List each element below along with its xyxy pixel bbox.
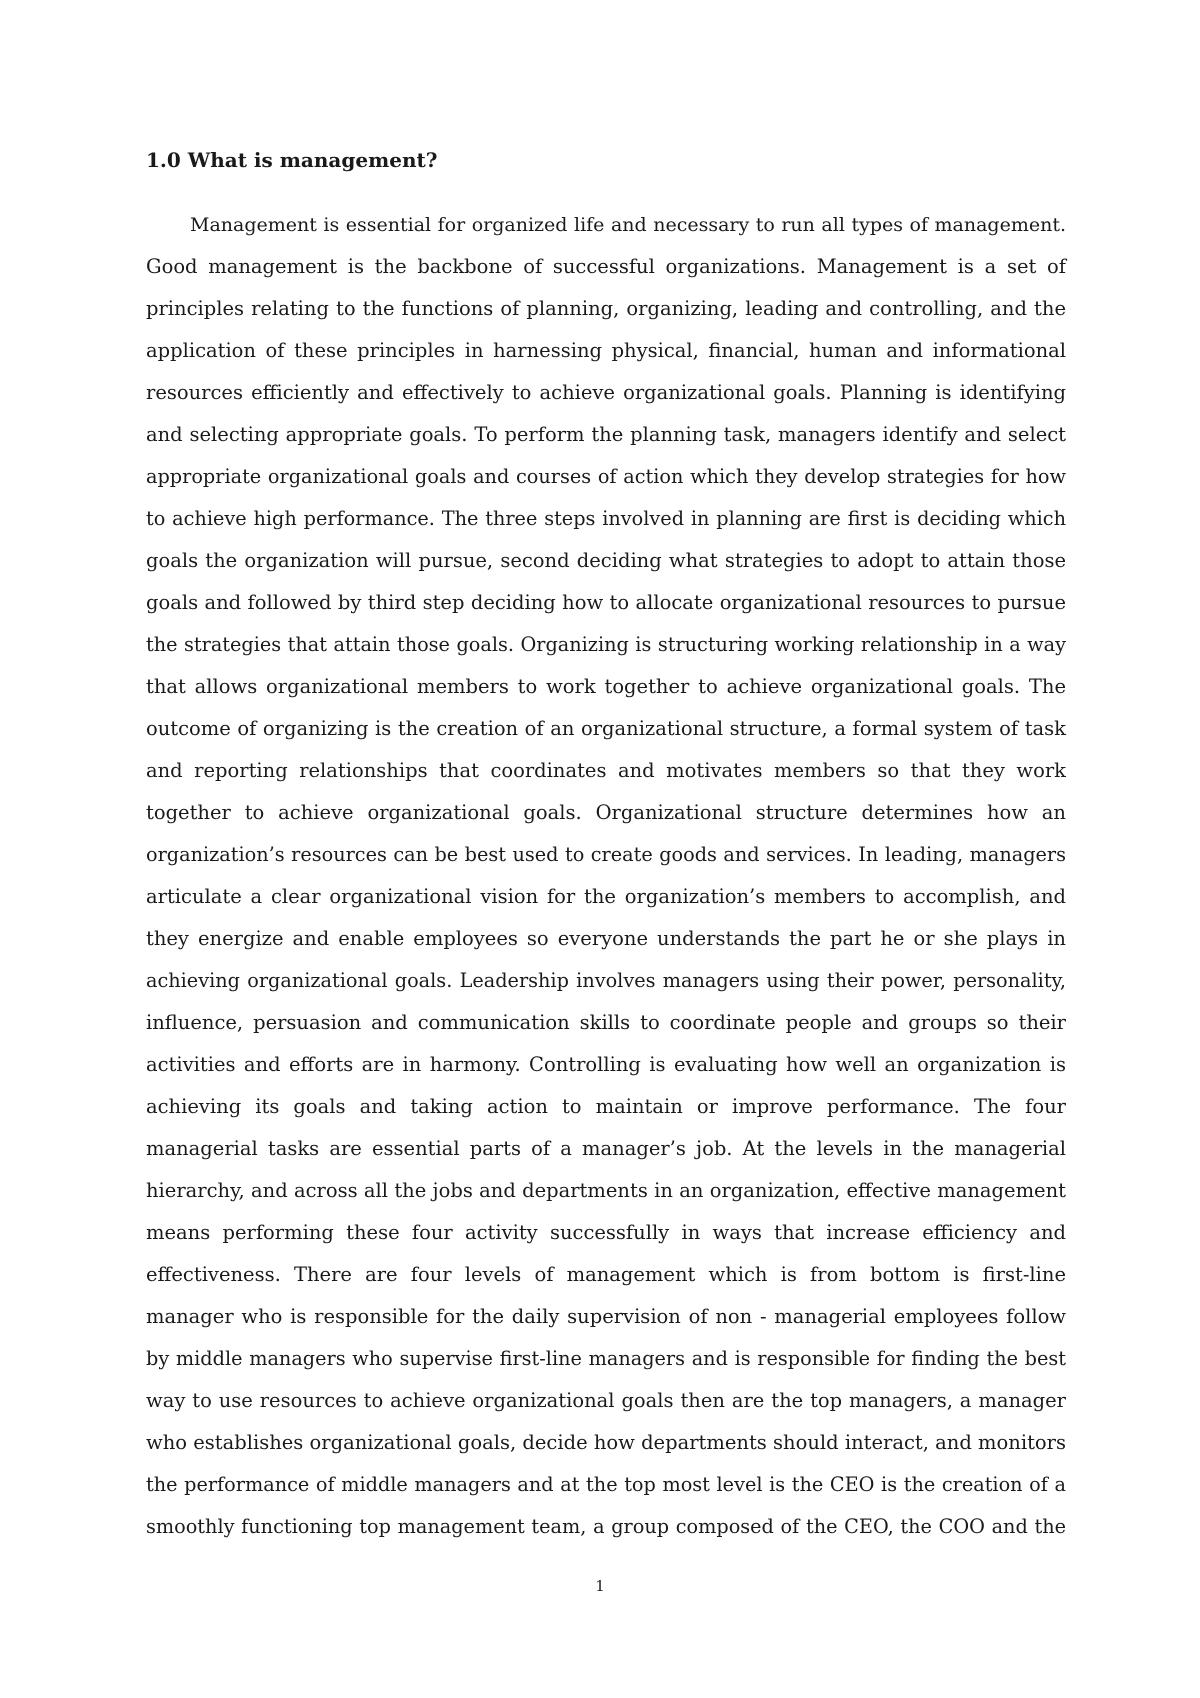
paragraph-line: activities and efforts are in harmony. Controlling is evaluating how well an organization is xyxy=(146,1053,1066,1076)
paragraph-line: outcome of organizing is the creation of an organizational structure, a formal system of task xyxy=(146,717,1066,740)
paragraph-line: way to use resources to achieve organizational goals then are the top managers, a manager xyxy=(146,1389,1066,1412)
paragraph-line: smoothly functioning top management team, a group composed of the CEO, the COO and the xyxy=(146,1515,1066,1538)
paragraph-line: Good management is the backbone of successful organizations. Management is a set of xyxy=(146,255,1066,278)
paragraph-line: application of these principles in harnessing physical, financial, human and informational xyxy=(146,339,1066,362)
paragraph-line: the performance of middle managers and at the top most level is the CEO is the creation of a xyxy=(146,1473,1066,1496)
paragraph-line: achieving organizational goals. Leadership involves managers using their power, personality, xyxy=(146,969,1066,992)
paragraph-line: articulate a clear organizational vision for the organization’s members to accomplish, and xyxy=(146,885,1066,908)
paragraph-line: hierarchy, and across all the jobs and departments in an organization, effective management xyxy=(146,1179,1066,1202)
paragraph-line: together to achieve organizational goals. Organizational structure determines how an xyxy=(146,801,1066,824)
paragraph-line: and reporting relationships that coordinates and motivates members so that they work xyxy=(146,759,1066,782)
paragraph-line: goals and followed by third step deciding how to allocate organizational resources to pursue xyxy=(146,591,1066,614)
paragraph-line: effectiveness. There are four levels of management which is from bottom is first-line xyxy=(146,1263,1066,1286)
paragraph-line: goals the organization will pursue, second deciding what strategies to adopt to attain those xyxy=(146,549,1066,572)
paragraph-line: principles relating to the functions of planning, organizing, leading and controlling, and the xyxy=(146,297,1066,320)
paragraph-line: managerial tasks are essential parts of a manager’s job. At the levels in the managerial xyxy=(146,1137,1066,1160)
paragraph-line: achieving its goals and taking action to maintain or improve performance. The four xyxy=(146,1095,1066,1118)
paragraph-line: that allows organizational members to work together to achieve organizational goals. The xyxy=(146,675,1066,698)
paragraph-line: appropriate organizational goals and courses of action which they develop strategies for how xyxy=(146,465,1066,488)
paragraph-line: means performing these four activity successfully in ways that increase efficiency and xyxy=(146,1221,1066,1244)
paragraph-line: the strategies that attain those goals. Organizing is structuring working relationship in a way xyxy=(146,633,1066,656)
paragraph-line: who establishes organizational goals, decide how departments should interact, and monitors xyxy=(146,1431,1066,1454)
paragraph-line: influence, persuasion and communication skills to coordinate people and groups so their xyxy=(146,1011,1066,1034)
paragraph-line: Management is essential for organized life and necessary to run all types of management. xyxy=(190,214,1066,236)
section-heading: 1.0 What is management? xyxy=(146,148,438,172)
page-number: 1 xyxy=(595,1577,605,1595)
paragraph-line: by middle managers who supervise first-line managers and is responsible for finding the best xyxy=(146,1347,1066,1370)
paragraph-line: resources efficiently and effectively to achieve organizational goals. Planning is identifying xyxy=(146,381,1066,404)
paragraph-line: they energize and enable employees so everyone understands the part he or she plays in xyxy=(146,927,1066,950)
paragraph-line: organization’s resources can be best used to create goods and services. In leading, managers xyxy=(146,843,1066,866)
paragraph-line: manager who is responsible for the daily supervision of non - managerial employees follow xyxy=(146,1305,1066,1328)
paragraph-line: and selecting appropriate goals. To perform the planning task, managers identify and select xyxy=(146,423,1066,446)
paragraph-line: to achieve high performance. The three steps involved in planning are first is deciding which xyxy=(146,507,1066,530)
body-paragraph xyxy=(146,204,1066,1548)
